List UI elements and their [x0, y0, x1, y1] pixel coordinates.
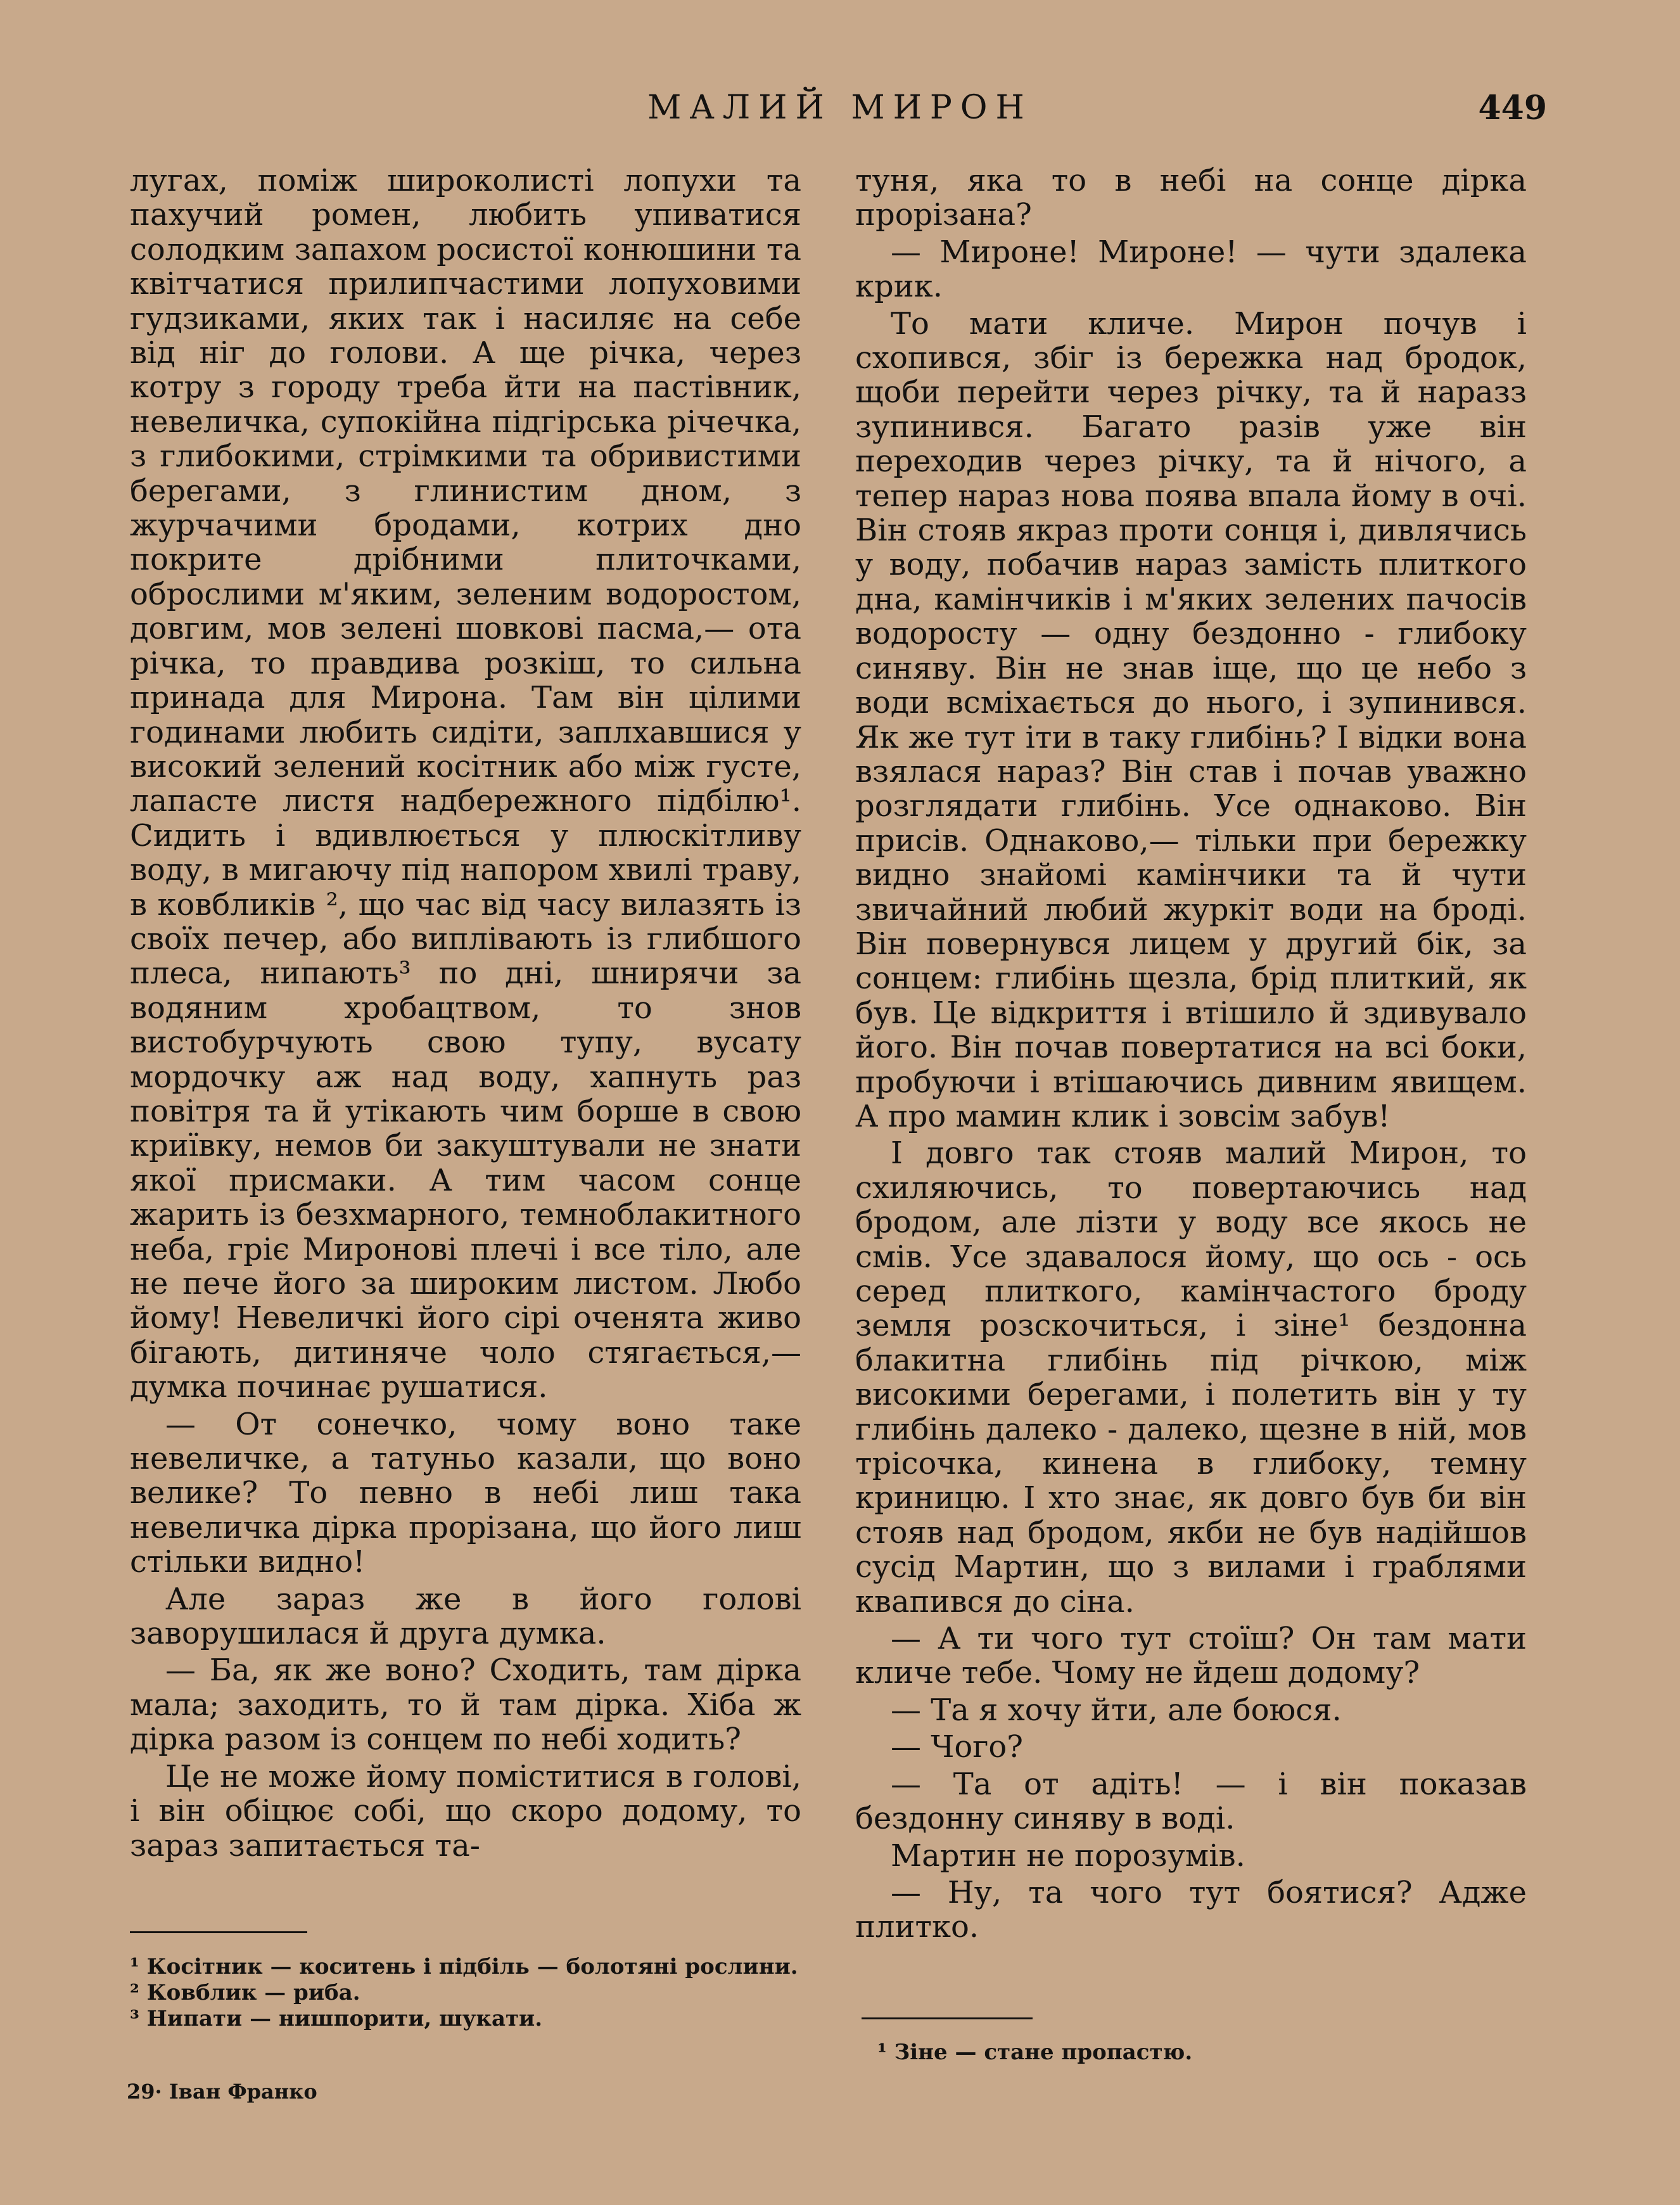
paragraph: — Ба, як же воно? Сходить, там дірка мала; заходить, то й там дірка. Хіба ж дірка разом із сонцем по небі ходить? — [130, 1652, 801, 1758]
paragraph: — Чого? — [891, 1729, 1024, 1765]
paragraph: лугах, поміж широколисті лопухи та пахучий ромен, любить упиватися солодким запахом росистої конюшини та квітчатися прилипчастими лопуховими гудзиками, яких так і насиляє на себе від ніг до голови. А ще річка, через котру з городу треба йти на пастівник, невеличка, супокійна підгірська річечка, з глибокими, стрімкими та обривистими берегами, з глинистим дном, з журчачими бродами, котрих дно покрите дрібними плиточками, оброслими м'яким, зеленим водоростом, довгим, мов зелені шовкові пасма,— ота річка, то правдива розкіш, то сильна принада для Мирона. Там він цілими годинами любить сидіти, заплхавшися у високий зелений косітник або між густе, лапасте листя надбережного підбілю¹. Сидить і вдивлюється у плюскітливу воду, в мигаючу під напором хвилі траву, в ковбликів ², що час від часу вилазять із своїх печер, або виплівають із глибшого плеса, нипають³ по дні, шнирячи за водяним хробацтвом, то знов вистобурчують свою тупу, вусату мордочку аж над воду, хапнуть раз повітря та й утікають чим борше в свою криївку, немов би закуштували не знати якої присмаки. А тим часом сонце жарить із безхмарного, темноблакитного неба, гріє Миронові плечі і все тіло, але не пече його за широким листом. Любо йому! Невеличкі його сірі оченята живо бігають, дитиняче чоло стягається,— думка починає рушатися. — [130, 163, 801, 1405]
page-number: 449 — [1478, 89, 1547, 127]
paragraph: То мати кличе. Мирон почув і схопився, збіг із бережка над бродок, щоби перейти через річку, та й наразз зупинився. Багато разів уже він переходив через річку, та й нічого, а тепер нараз нова поява впала йому в очі. Він стояв якраз проти сонця і, дивлячись у воду, побачив нараз замість плиткого дна, камінчиків і м'яких зелених пачосів водоросту — одну бездонно - глибоку синяву. Він не знав іще, що це небо з води всміхається до нього, і зупинився. Як же тут іти в таку глибінь? І відки вона взялася нараз? Він став і почав уважно розглядати глибінь. Усе однаково. Він присів. Однаково,— тільки при бережку видно знайомі камінчики та й чути звичайний любий журкіт води на броді. Він повернувся лицем у другий бік, за сонцем: глибінь щезла, брід плиткий, як був. Це відкриття і втішило й здивувало його. Він почав повертатися на всі боки, пробуючи і втішаючись дивним явищем. А про мамин клик і зовсім забув! — [855, 305, 1527, 1134]
paragraph: — А ти чого тут стоїш? Он там мати кличе тебе. Чому не йдеш додому? — [855, 1621, 1527, 1691]
paragraph: І довго так стояв малий Мирон, то схиляючись, то повертаючись над бродом, але лізти у воду все якось не смів. Усе здавалося йому, що ось - ось серед плиткого, камінчастого броду земля розскочиться, і зіне¹ бездонна блакитна глибінь під річкою, між високими берегами, і полетить він у ту глибінь далеко - далеко, щезне в ній, мов трісочка, кинена в глибоку, темну криницю. І хто знає, як довго був би він стояв над бродом, якби не був надійшов сусід Мартин, що з вилами і граблями квапився до сіна. — [855, 1135, 1527, 1620]
footnote: ³ Нипати — нишпорити, шукати. — [130, 2006, 543, 2031]
footnotes-right — [877, 2040, 1511, 2066]
paragraph: — Та я хочу йти, але боюся. — [891, 1692, 1342, 1728]
paragraph: Мартин не порозумів. — [891, 1838, 1245, 1874]
paragraph: Але зараз же в його голові заворушилася й друга думка. — [130, 1581, 801, 1652]
footnote: ¹ Косітник — коситень і підбіль — болотяні рослини. — [130, 1954, 798, 1979]
page-header — [0, 89, 1680, 139]
paragraph: Це не може йому поміститися в голові, і він обіцює собі, що скоро додому, то зараз запитається та- — [130, 1758, 801, 1863]
signature-mark: 29· Іван Франко — [127, 2080, 317, 2104]
footnotes-left — [130, 1955, 801, 2033]
paragraph: — От сонечко, чому воно таке невеличке, а татуньо казали, що воно велике? То певно в небі лиш така невеличка дірка прорізана, що його лиш стільки видно! — [130, 1406, 801, 1580]
footnote-divider — [130, 1931, 307, 1933]
paragraph: — Та от адіть! — і він показав бездонну синяву в воді. — [855, 1766, 1527, 1837]
paragraph: туня, яка то в небі на сонце дірка прорізана? — [855, 163, 1527, 233]
footnote: ¹ Зіне — стане пропастю. — [877, 2040, 1193, 2065]
running-title: МАЛИЙ МИРОН — [647, 89, 1033, 127]
footnote: ² Ковблик — риба. — [130, 1980, 360, 2005]
right-column — [855, 163, 1527, 1947]
left-column — [130, 163, 801, 1865]
paragraph: — Ну, та чого тут боятися? Адже плитко. — [855, 1874, 1527, 1945]
footnote-divider — [862, 2017, 1033, 2019]
paragraph: — Мироне! Мироне! — чути здалека крик. — [855, 234, 1527, 305]
